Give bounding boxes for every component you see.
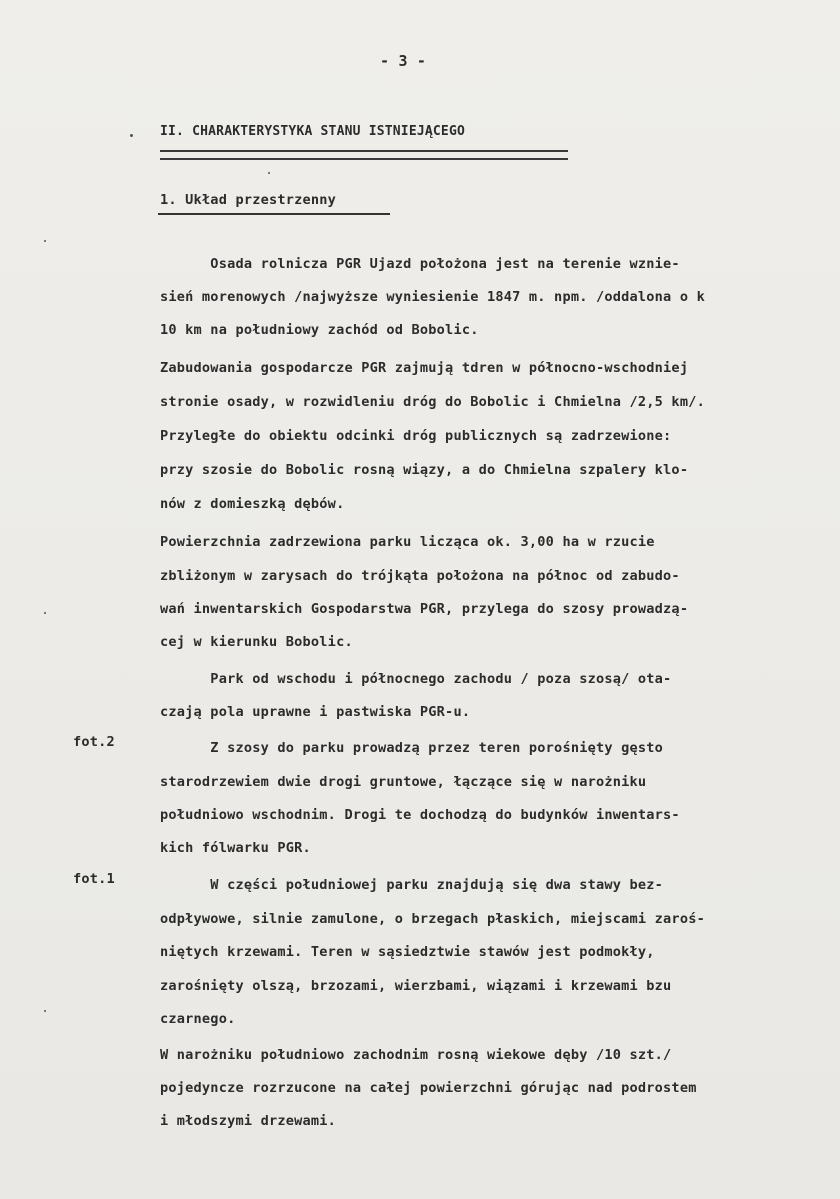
text-line: Park od wschodu i północnego zachodu / poza szosą/ ota- xyxy=(160,671,672,687)
margin-note-fot1: fot.1 xyxy=(73,871,115,887)
text-line: stronie osady, w rozwidleniu dróg do Bobolic i Chmielna /2,5 km/. xyxy=(160,394,705,410)
text-line: Przyległe do obiektu odcinki dróg publicznych są zadrzewione: xyxy=(160,428,672,444)
text-line: czarnego. xyxy=(160,1011,236,1027)
text-line: zarośnięty olszą, brzozami, wierzbami, wiązami i krzewami bzu xyxy=(160,978,672,994)
text-line: W narożniku południowo zachodnim rosną wiekowe dęby /10 szt./ xyxy=(160,1047,672,1063)
text-line: starodrzewiem dwie drogi gruntowe, łączące się w narożniku xyxy=(160,774,647,790)
text-line: wań inwentarskich Gospodarstwa PGR, przylega do szosy prowadzą- xyxy=(160,601,689,617)
text-line: południowo wschodnim. Drogi te dochodzą do budynków inwentars- xyxy=(160,807,680,823)
subheading-underline xyxy=(158,213,390,215)
text-line: zbliżonym w zarysach do trójkąta położona na północ od zabudo- xyxy=(160,568,680,584)
text-line: niętych krzewami. Teren w sąsiedztwie stawów jest podmokły, xyxy=(160,944,655,960)
scan-speck xyxy=(44,240,46,242)
section-title-double-underline xyxy=(160,150,568,160)
text-line: Z szosy do parku prowadzą przez teren porośnięty gęsto xyxy=(160,740,664,756)
text-line: Zabudowania gospodarcze PGR zajmują tdren w północno-wschodniej xyxy=(160,360,689,376)
text-line: pojedyncze rozrzucone na całej powierzchni górując nad podrostem xyxy=(160,1080,697,1096)
scan-speck xyxy=(268,172,270,174)
scan-speck xyxy=(44,612,46,614)
margin-note-fot2: fot.2 xyxy=(73,734,115,750)
scan-speck xyxy=(130,134,133,137)
text-line: nów z domieszką dębów. xyxy=(160,496,345,512)
text-line: czają pola uprawne i pastwiska PGR-u. xyxy=(160,704,471,720)
text-line: kich fólwarku PGR. xyxy=(160,840,311,856)
text-line: i młodszymi drzewami. xyxy=(160,1113,337,1129)
section-title: II. CHARAKTERYSTYKA STANU ISTNIEJĄCEGO xyxy=(160,124,466,139)
text-line: sień morenowych /najwyższe wyniesienie 1847 m. npm. /oddalona o k xyxy=(160,289,705,305)
text-line: Osada rolnicza PGR Ujazd położona jest na terenie wznie- xyxy=(160,256,680,272)
page-number: - 3 - xyxy=(380,52,427,70)
text-line: przy szosie do Bobolic rosną wiązy, a do Chmielna szpalery klo- xyxy=(160,462,689,478)
text-line: cej w kierunku Bobolic. xyxy=(160,634,353,650)
text-line: Powierzchnia zadrzewiona parku licząca ok. 3,00 ha w rzucie xyxy=(160,534,655,550)
text-line: W części południowej parku znajdują się dwa stawy bez- xyxy=(160,877,664,893)
scan-speck xyxy=(44,1010,46,1012)
text-line: odpływowe, silnie zamulone, o brzegach płaskich, miejscami zaroś- xyxy=(160,911,705,927)
subheading: 1. Układ przestrzenny xyxy=(160,192,337,208)
text-line: 10 km na południowy zachód od Bobolic. xyxy=(160,322,479,338)
